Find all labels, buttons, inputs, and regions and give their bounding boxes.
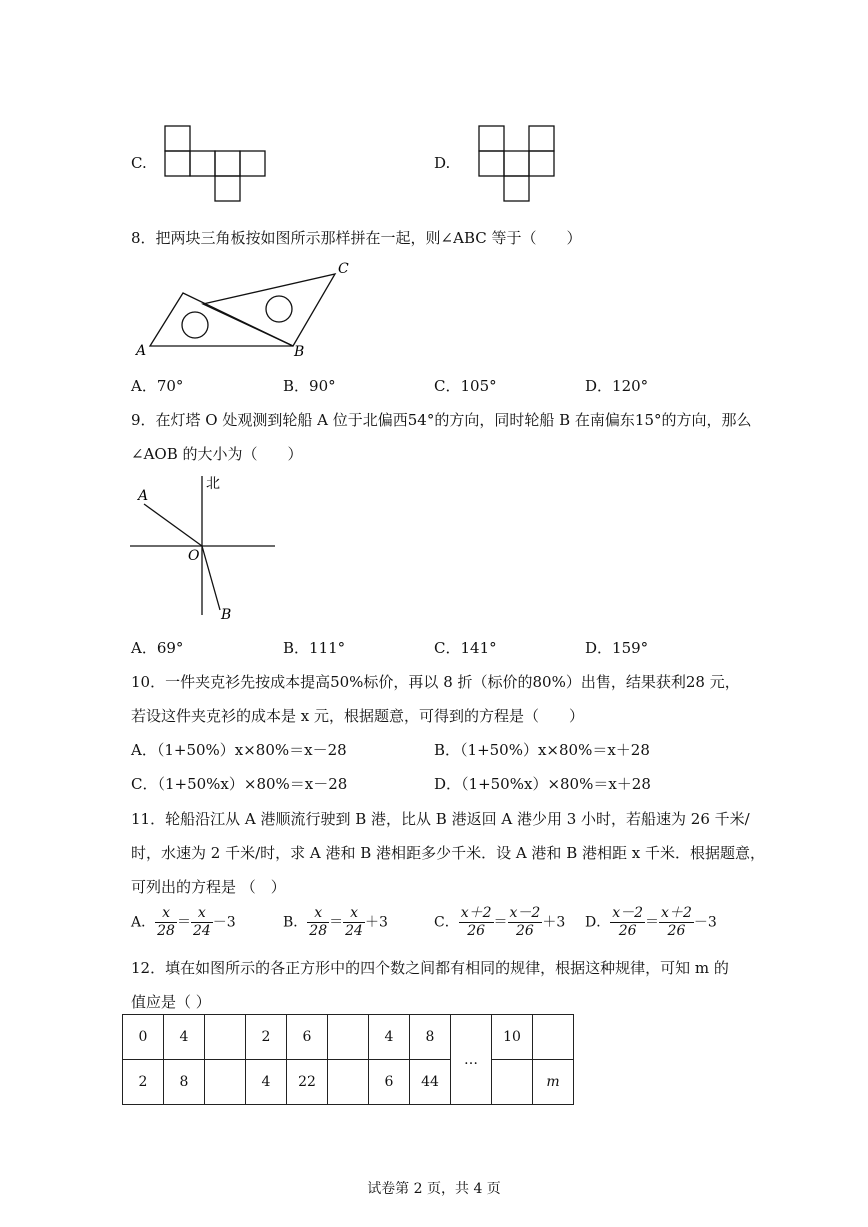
- q7-net-d: [474, 122, 564, 204]
- q8-option-a: A．70°: [131, 377, 184, 395]
- table-cell: 6: [369, 1060, 410, 1105]
- q9-compass-figure: [125, 470, 280, 625]
- q9-option-a: A．69°: [131, 639, 184, 657]
- table-cell: 8: [164, 1060, 205, 1105]
- table-cell: 44: [410, 1060, 451, 1105]
- table-cell: 0: [123, 1015, 164, 1060]
- table-cell: [533, 1015, 574, 1060]
- table-cell: 10: [492, 1015, 533, 1060]
- q10-option-c: C．（1+50%x）×80%＝x－28: [131, 775, 348, 793]
- q9-label-o: O: [188, 548, 200, 564]
- q11-option-d: D． $\frac{x-2}{26}$ ＝ $\frac{x+2}{26}$ －3: [585, 905, 717, 939]
- q12-stem-line2: 值应是（ ）: [131, 993, 211, 1011]
- table-cell: [205, 1015, 246, 1060]
- table-cell: 4: [369, 1015, 410, 1060]
- q8-option-d: D．120°: [585, 377, 649, 395]
- q9-stem-line2: ∠AOB 的大小为（ ）: [131, 445, 303, 463]
- q10-option-b: B．（1+50%）x×80%＝x＋28: [434, 741, 650, 759]
- table-cell: 2: [246, 1015, 287, 1060]
- table-cell: [328, 1015, 369, 1060]
- q8-option-c: C．105°: [434, 377, 497, 395]
- table-cell: 2: [123, 1060, 164, 1105]
- q7-option-d-label: D.: [434, 154, 451, 172]
- q8-option-b: B．90°: [283, 377, 336, 395]
- q9-label-a: A: [138, 488, 149, 504]
- q8-label-b: B: [294, 344, 305, 360]
- table-cell: 8: [410, 1015, 451, 1060]
- table-row: [123, 1015, 574, 1060]
- q10-stem-line2: 若设这件夹克衫的成本是 x 元，根据题意，可得到的方程是（ ）: [131, 707, 584, 725]
- table-cell: [328, 1060, 369, 1105]
- q12-number-table: [122, 1014, 574, 1105]
- page-footer: 试卷第 2 页，共 4 页: [367, 1181, 501, 1197]
- q11-stem-line1: 11．轮船沿江从 A 港顺流行驶到 B 港，比从 B 港返回 A 港少用 3 小时，若船速为 26 千米/: [131, 810, 750, 828]
- table-cell: 22: [287, 1060, 328, 1105]
- table-cell: 4: [164, 1015, 205, 1060]
- q9-option-d: D．159°: [585, 639, 649, 657]
- table-cell-m: m: [533, 1060, 574, 1105]
- q9-stem-line1: 9．在灯塔 O 处观测到轮船 A 位于北偏西54°的方向，同时轮船 B 在南偏东15°的方向，那么: [131, 411, 752, 429]
- table-cell: [492, 1060, 533, 1105]
- q8-stem: 8．把两块三角板按如图所示那样拼在一起，则∠ABC 等于（ ）: [131, 229, 582, 247]
- q8-label-c: C: [338, 261, 349, 277]
- q7-net-c: [160, 122, 272, 204]
- q8-label-a: A: [136, 343, 147, 359]
- table-cell: 6: [287, 1015, 328, 1060]
- q11-stem-line3: 可列出的方程是 （ ）: [131, 878, 286, 896]
- q9-option-c: C．141°: [434, 639, 497, 657]
- q11-option-c: C． $\frac{x+2}{26}$ ＝ $\frac{x-2}{26}$ ＋3: [434, 905, 566, 939]
- table-row: [123, 1060, 574, 1105]
- q10-option-a: A．（1+50%）x×80%＝x－28: [131, 741, 347, 759]
- q10-stem-line1: 10．一件夹克衫先按成本提高50%标价，再以 8 折（标价的80%）出售，结果获利28 元，: [131, 673, 740, 691]
- q9-label-b: B: [221, 607, 232, 623]
- table-cell-ellipsis: …: [451, 1015, 492, 1105]
- q9-option-b: B．111°: [283, 639, 346, 657]
- q9-label-north: 北: [206, 476, 220, 492]
- q11-option-a: A． $\frac{x}{28}$ ＝ $\frac{x}{24}$ －3: [131, 905, 236, 939]
- q8-triangle-figure: [128, 258, 363, 363]
- q12-stem-line1: 12．填在如图所示的各正方形中的四个数之间都有相同的规律，根据这种规律，可知 m 的: [131, 959, 729, 977]
- table-cell: [205, 1060, 246, 1105]
- q10-option-d: D．（1+50%x）×80%＝x＋28: [434, 775, 651, 793]
- q7-option-c-label: C.: [131, 154, 147, 172]
- q11-option-b: B． $\frac{x}{28}$ ＝ $\frac{x}{24}$ ＋3: [283, 905, 388, 939]
- q11-stem-line2: 时，水速为 2 千米/时，求 A 港和 B 港相距多少千米．设 A 港和 B 港相距 x 千米．根据题意，: [131, 844, 765, 862]
- table-cell: 4: [246, 1060, 287, 1105]
